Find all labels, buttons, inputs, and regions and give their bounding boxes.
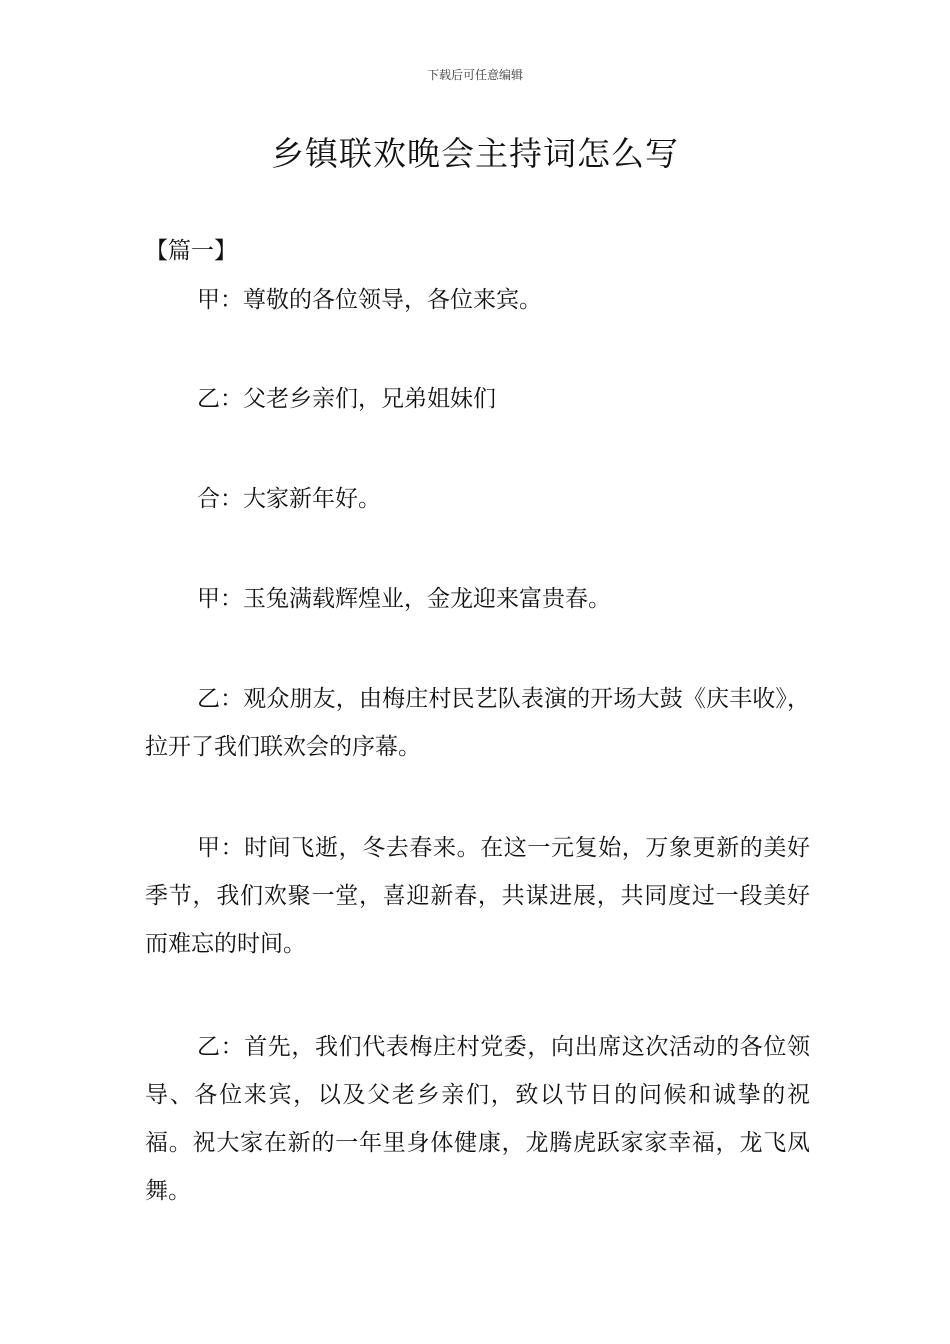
section-label: 【篇一】 — [145, 238, 237, 264]
paragraph-7: 乙：首先，我们代表梅庄村党委，向出席这次活动的各位领导、各位来宾，以及父老乡亲们，致以节日的问候和诚挚的祝福。祝大家在新的一年里身体健康，龙腾虎跃家家幸福，龙飞凤舞。 — [145, 1034, 810, 1204]
header-note: 下载后可任意编辑 — [426, 68, 523, 82]
paragraph-1: 甲：尊敬的各位领导，各位来宾。 — [197, 287, 542, 313]
document-title: 乡镇联欢晚会主持词怎么写 — [271, 134, 679, 173]
paragraph-6: 甲：时间飞逝，冬去春来。在这一元复始，万象更新的美好季节，我们欢聚一堂，喜迎新春，共谋进展，共同度过一段美好而难忘的时间。 — [145, 835, 810, 957]
paragraph-3: 合：大家新年好。 — [197, 486, 381, 512]
paragraph-4: 甲：玉兔满载辉煌业，金龙迎来富贵春。 — [197, 586, 611, 612]
paragraph-2: 乙：父老乡亲们，兄弟姐妹们 — [197, 386, 496, 412]
paragraph-5: 乙：观众朋友，由梅庄村民艺队表演的开场大鼓《庆丰收》，拉开了我们联欢会的序幕。 — [145, 686, 810, 760]
